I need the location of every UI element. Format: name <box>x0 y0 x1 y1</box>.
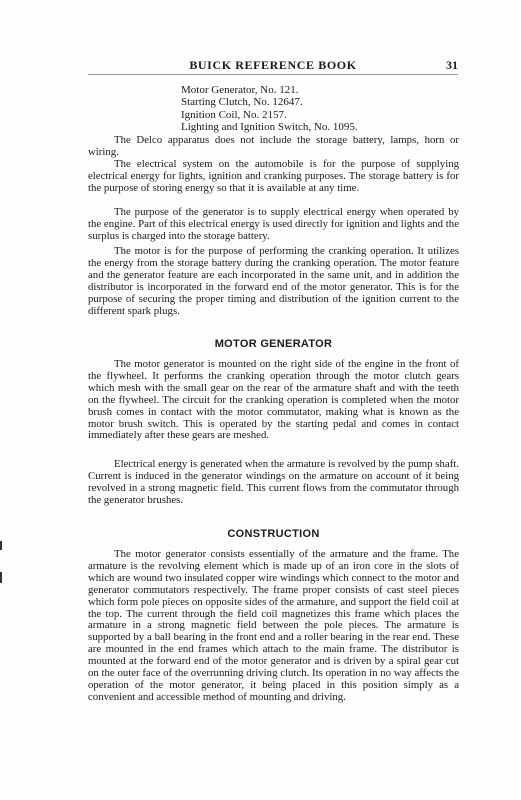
parts-list-item: Starting Clutch, No. 12647. <box>181 96 303 109</box>
paragraph: The motor is for the purpose of performing the cranking operation. It utilizes the energy from the storage battery during the cranking operation. The motor feature and the generator feature are each incorporated in the same unit, and in addition the distributor is incorporated in the forward end of the motor generator. This is for the purpose of securing the proper timing and distribution of the ignition current to the different spark plugs. <box>88 245 459 317</box>
book-title: BUICK REFERENCE BOOK <box>189 58 357 72</box>
paragraph: The motor generator is mounted on the right side of the engine in the front of the flywheel. It performs the cranking operation through the motor clutch gears which mesh with the small gear on the rear of the armature shaft and with the teeth on the flywheel. The circuit for the cranking operation is completed when the motor brush comes in contact with the motor commutator, making what is known as the motor brush switch. This is operated by the starting pedal and comes in contact immediately after these gears are meshed. <box>88 358 459 442</box>
binding-mark <box>0 572 2 583</box>
parts-list-item: Ignition Coil, No. 2157. <box>181 108 287 121</box>
paragraph: Electrical energy is generated when the armature is revolved by the pump shaft. Current is induced in the generator windings on the armature on account of it being revolved in a strong magnetic field. This current flows from the commutator through the generator brushes. <box>88 458 459 506</box>
section-heading-motor-generator: MOTOR GENERATOR <box>214 338 333 350</box>
running-header <box>88 58 458 75</box>
section-heading-construction: CONSTRUCTION <box>227 528 320 540</box>
binding-mark <box>0 541 2 550</box>
page-number: 31 <box>446 58 458 72</box>
parts-list-item: Motor Generator, No. 121. <box>181 84 299 96</box>
paragraph: The Delco apparatus does not include the storage battery, lamps, horn or wiring. <box>88 134 459 158</box>
parts-list-item: Lighting and Ignition Switch, No. 1095. <box>181 121 358 134</box>
parts-list <box>181 84 358 134</box>
paragraph: The motor generator consists essentially of the armature and the frame. The armature is the revolving element which is made up of an iron core in the slots of which are wound two insulated copper wire windings which connect to the motor and generator commutators respectively. The frame proper consists of cast steel pieces which form pole pieces on opposite sides of the armature, and support the field coil at the top. The current through the field coil magnetizes this frame which places the armature in a strong magnetic field between the pole pieces. The armature is supported by a ball bearing in the front end and a roller bearing in the rear end. These are mounted in the end frames which attach to the main frame. The distributor is mounted at the forward end of the motor generator and is driven by a spiral gear cut on the outer face of the overrunning driving clutch. Its operation in no way affects the operation of the motor generator, it being placed in this position simply as a convenient and accessible method of mounting and driving. <box>88 548 459 703</box>
paragraph: The electrical system on the automobile is for the purpose of supplying electrical energy for lights, ignition and cranking purposes. The storage battery is for the purpose of storing energy so that it is available at any time. <box>88 158 459 194</box>
paragraph: The purpose of the generator is to supply electrical energy when operated by the engine. Part of this electrical energy is used directly for ignition and lights and the surplus is charged into the storage battery. <box>88 206 459 242</box>
